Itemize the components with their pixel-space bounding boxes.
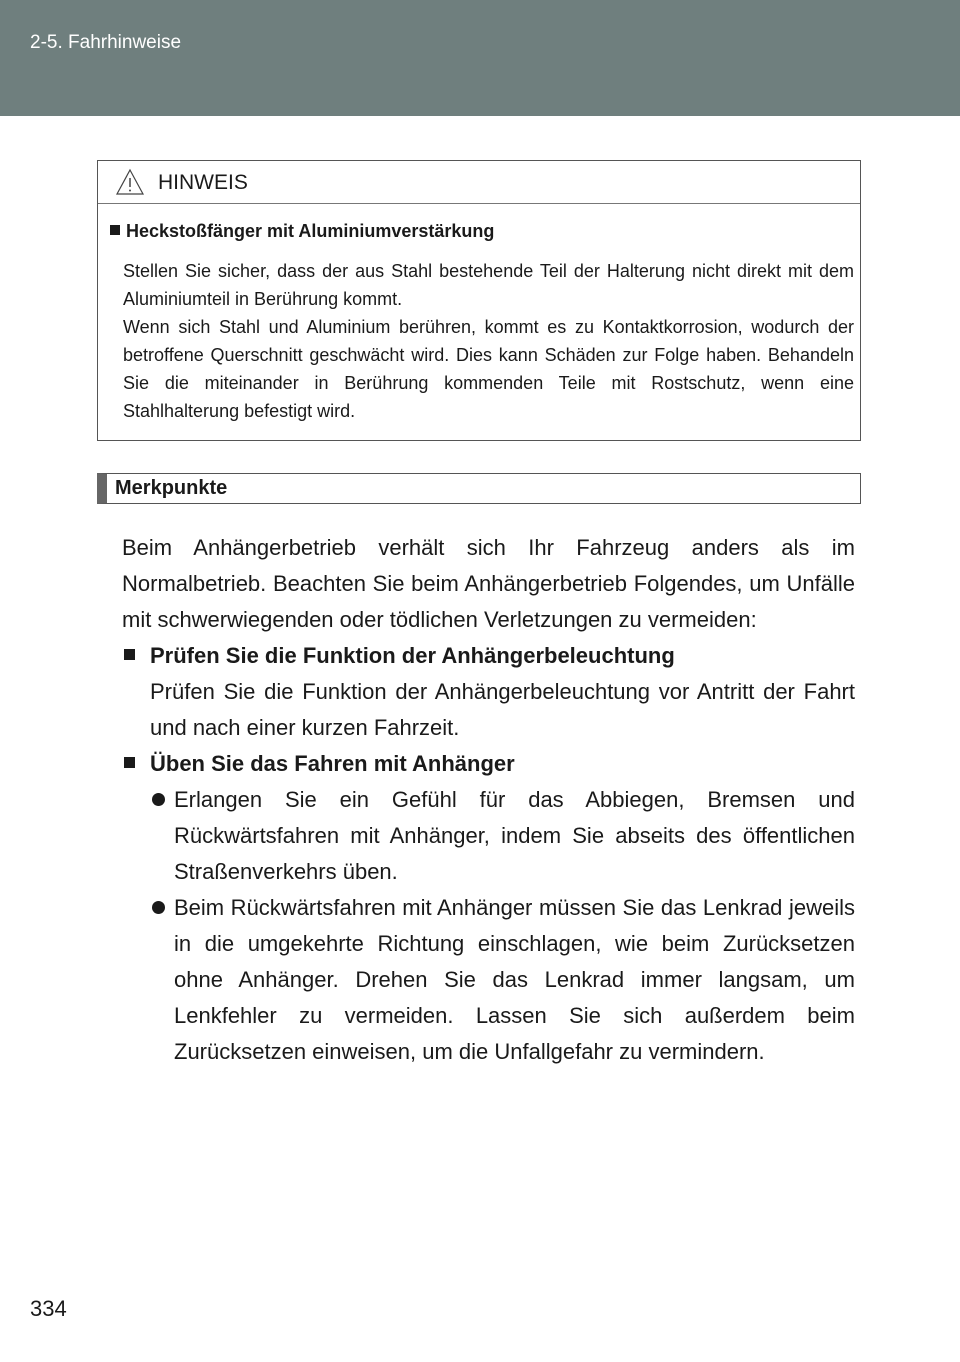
notice-paragraph: Stellen Sie sicher, dass der aus Stahl bestehende Teil der Halterung nicht direkt mit dem Aluminiumteil in Berührung kommt.	[123, 261, 854, 309]
warning-icon	[115, 168, 145, 201]
notice-title: HINWEIS	[158, 171, 248, 194]
bullet-dot-icon	[152, 901, 165, 914]
section-heading: Merkpunkte	[115, 477, 228, 499]
page-number: 334	[30, 1296, 67, 1321]
intro-paragraph: Beim Anhängerbetrieb verhält sich Ihr Fahrzeug anders als im Normalbetrieb. Beachten Sie beim Anhängerbetrieb Folgendes, um Unfälle mit schwerwiegenden oder tödlichen Verletzungen zu vermeiden:	[122, 535, 855, 632]
notice-subheading-text: Heckstoßfänger mit Aluminiumverstärkung	[126, 221, 495, 241]
list-item-text: Erlangen Sie ein Gefühl für das Abbiegen, Bremsen und Rückwärtsfahren mit Anhänger, indem Sie abseits des öffentlichen Straßenverkehrs üben.	[174, 787, 855, 884]
item-heading-text: Prüfen Sie die Funktion der Anhängerbeleuchtung	[150, 643, 675, 668]
page-header	[0, 0, 960, 116]
item-heading	[122, 638, 855, 674]
notice-box	[97, 160, 861, 441]
notice-body	[123, 257, 854, 425]
section-label: 2-5. Fahrhinweise	[30, 32, 182, 53]
item-text: Prüfen Sie die Funktion der Anhängerbeleuchtung vor Antritt der Fahrt und nach einer kurzen Fahrzeit.	[150, 679, 855, 740]
square-bullet-icon	[124, 757, 135, 768]
section-content	[122, 530, 855, 1070]
list-item	[122, 782, 855, 890]
square-bullet-icon	[110, 225, 120, 235]
bullet-dot-icon	[152, 793, 165, 806]
notice-subheading	[110, 221, 494, 242]
notice-title-row	[98, 161, 860, 204]
item-heading	[122, 746, 855, 782]
square-bullet-icon	[124, 649, 135, 660]
notice-paragraph: Wenn sich Stahl und Aluminium berühren, kommt es zu Kontaktkorrosion, wodurch der betroffene Querschnitt geschwächt wird. Dies kann Schäden zur Folge haben. Behandeln Sie die miteinander in Berührung kommenden Teile mit Rostschutz, wenn eine Stahlhalterung befestigt wird.	[123, 317, 854, 421]
item-heading-text: Üben Sie das Fahren mit Anhänger	[150, 751, 515, 776]
list-item-text: Beim Rückwärtsfahren mit Anhänger müssen Sie das Lenkrad jeweils in die umgekehrte Richtung einschlagen, wie beim Zurücksetzen ohne Anhänger. Drehen Sie das Lenkrad immer langsam, um Lenkfehler zu vermeiden. Lassen Sie sich außerdem beim Zurücksetzen einweisen, um die Unfallgefahr zu vermindern.	[174, 895, 855, 1064]
section-heading-bar	[97, 473, 861, 504]
list-item	[122, 890, 855, 1070]
